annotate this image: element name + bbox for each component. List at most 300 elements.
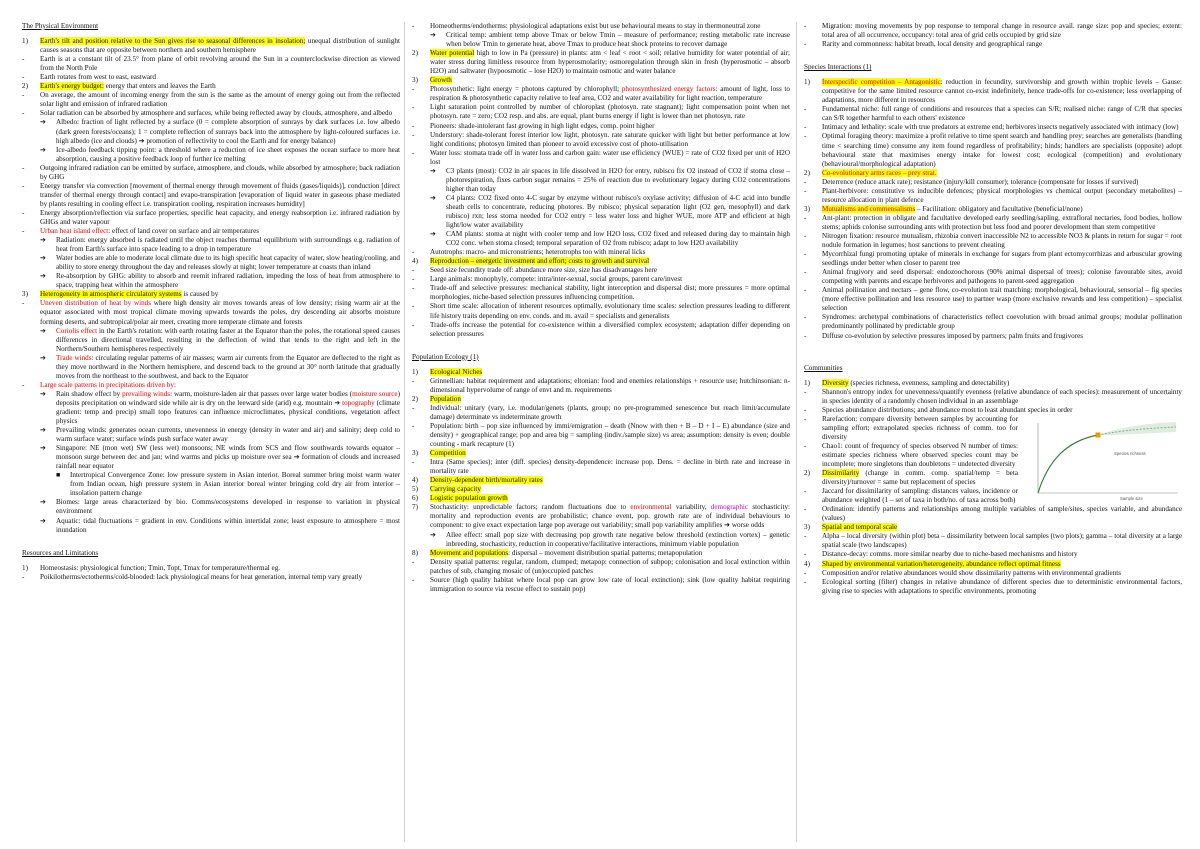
text-run: Animal frugivory and seed dispersal: endozoochorous (90% animal dispersal of trees); colonise favourable sites, avoid competing with parents and escape herbivores and pathogens to parent-seed aggregation — [822, 268, 1182, 286]
text-run: Photosynthetic: light energy = photons captured by chlorophyll; — [430, 85, 622, 94]
list-item — [412, 449, 790, 458]
list-marker: - — [804, 532, 807, 541]
text-run: Migration: moving movements by pop response to temporal change in resource avail. range size: pop and species; extent: total area of all occurrence, occupancy: total area of grid cells occupied by grid size — [822, 22, 1182, 40]
list-marker: 1) — [804, 378, 810, 387]
list-item — [412, 377, 790, 395]
colored-text: Large scale patterns in precipitations driven by: — [40, 380, 176, 389]
colored-text: Trade winds: — [56, 353, 94, 362]
sub-list-item — [22, 118, 400, 145]
text-run: Ecological sorting (filter) changes in relative abundance of different species due to deterministic environmental factors, giving rise to species with adaptations to specific environments, promoting — [822, 577, 1182, 595]
text-run: where high density air moves towards areas of low density; rising warm air at the equator associated with most tropical climate moving upwards towards the poles, dry descending air absorbs moisture forming deserts, and subtropical/polar air meet, creating more temperate climate and forests — [40, 299, 400, 326]
list-marker: - — [804, 186, 807, 195]
confidence-band — [1098, 422, 1176, 435]
list-item — [804, 132, 1182, 168]
list-item — [412, 395, 790, 404]
section-title-population-ecology: Population Ecology (1) — [412, 352, 479, 361]
text-run: : reduction in fecundity, survivorship and growth within trophic levels – Gause: competitive for the same limited resource cannot co-exist indefinitely, hence trade-offs for co-existence; less overlapping of adaptations, more different in resources — [822, 78, 1182, 105]
sub-list-item — [22, 444, 400, 471]
text-run: : warm, moisture-laden air that passes over large water bodies ( — [170, 389, 353, 398]
list-marker: 3) — [412, 76, 418, 85]
list-item-text — [56, 327, 400, 354]
list-item-text — [40, 55, 400, 73]
sub-list-item — [412, 167, 790, 194]
list-item-text — [822, 178, 1182, 187]
text-run: Allee effect: small pop size with decreasing pop growth rate negative below threshold (extinction vortex) – genetic inbreeding, stochasticity, reduction in cooperative/facilitative interactions, minimum viable population — [446, 530, 790, 548]
list-item-text — [822, 332, 1182, 341]
colored-text: moisture source — [352, 389, 398, 398]
text-run: Species abundance distributions; and abundance most to least abundant species in order — [822, 405, 1073, 414]
list-marker: - — [412, 121, 415, 130]
highlighted-text: Movement and populations — [430, 548, 509, 557]
list-marker: ➔ — [40, 516, 46, 525]
list-item-text — [40, 182, 400, 209]
list-item-text — [822, 250, 1182, 268]
list-marker: ➔ — [40, 272, 46, 281]
text-run: Diffuse co-evolution by selective pressures imposed by partners; palm fruits and frugivores — [822, 331, 1084, 340]
list-item — [22, 290, 400, 299]
list-item — [22, 299, 400, 326]
list-item — [804, 22, 1182, 40]
list-marker: - — [804, 231, 807, 240]
list-item — [22, 91, 400, 109]
list-marker: ➔ — [40, 254, 46, 263]
list-item — [804, 332, 1182, 341]
list-item — [22, 82, 400, 91]
text-run: Intertropical Convergence Zone: low pressure system in Asian interior. Boreal summer bring moist warm water from Indian ocean, high pressure system in Asian interior boreal winter bringing cold dry air from interior – insolation pattern change — [70, 471, 400, 498]
sub-list-item — [412, 31, 790, 49]
population-ecology-list — [412, 368, 790, 594]
list-marker: 3) — [804, 204, 810, 213]
text-run: stochasticity: mortality and reproduction events are probabilistic; chance event, pop. growth rate are of individual behaviours to component: to give exact expectation large pop average out variability; small pop variability amplifies ➔ worse odds — [430, 503, 790, 530]
text-run: : amount of light, loss to respiration & photosynthetic capacity relative to leaf area, CO2 and water availability for light reaction, temperature — [430, 85, 790, 103]
highlighted-text: Shaped by environmental variation/heterogeneity, abundance reflect optimal fitness — [822, 559, 1061, 568]
list-item — [22, 37, 400, 55]
list-item — [804, 78, 1182, 105]
list-item — [412, 103, 790, 121]
list-marker: - — [22, 227, 25, 236]
text-run: Biomes: large areas characterized by bio. Comms/ecosystems developed in response to variation in physical environment — [56, 498, 400, 516]
list-item-text — [430, 404, 790, 422]
list-marker: - — [804, 331, 807, 340]
list-item — [22, 164, 400, 182]
text-run: Trade-off and selective pressures: mechanical stability, light interception and dispersal dist; more pressures = more optimal morphologies, niche-based selection pressures influencing competition. — [430, 284, 790, 302]
list-item — [804, 268, 1182, 286]
section-title-resources: Resources and Limitations — [22, 548, 99, 557]
list-item-text — [822, 132, 1182, 168]
list-item — [412, 558, 790, 576]
highlighted-text: Diversity — [822, 378, 849, 387]
list-item-text — [446, 194, 790, 230]
text-run: Outgoing infrared radiation can be emitted by surface, atmosphere, and clouds, while absorbed by atmosphere; back radiation by GHG — [40, 163, 400, 181]
list-item-text — [822, 187, 1182, 205]
list-item-text — [430, 549, 790, 558]
list-item-text — [822, 286, 1182, 313]
list-item — [412, 576, 790, 594]
sub-list-item — [22, 426, 400, 444]
list-marker: ➔ — [40, 236, 46, 245]
list-marker: ➔ — [40, 118, 46, 127]
list-item — [22, 381, 400, 390]
list-item-text — [56, 354, 400, 381]
list-marker: - — [804, 132, 807, 141]
list-marker: 1) — [412, 367, 418, 376]
list-marker: - — [804, 387, 807, 396]
x-axis-label: Sample size — [1120, 495, 1143, 501]
column-2 — [412, 22, 790, 844]
list-item-text — [430, 321, 790, 339]
list-marker: - — [412, 130, 415, 139]
text-run: On average, the amount of incoming energy from the sun is the same as the amount of energy going out from the reflected solar light and emission of infrared radiation — [40, 91, 400, 109]
highlighted-text: Interspecific competition – Antagonistic — [822, 78, 941, 87]
text-run: Source (high quality habitat where local pop can grow low rate of local extinction); sink (low quality habitat requiring immigration to source via rescue effect to sustain pop) — [430, 575, 790, 593]
list-item-text — [56, 517, 400, 535]
list-marker: - — [412, 575, 415, 584]
sub-sub-list-item — [22, 471, 400, 498]
list-item — [804, 178, 1182, 187]
list-item-text — [40, 290, 400, 299]
text-run: Autotrophs: macro- and micronutrients; heterotrophs too with mineral licks — [430, 248, 646, 257]
list-marker: - — [804, 177, 807, 186]
text-run: Intra (Same species); inter (diff. species) density-dependence: increase pop. Dens. = decline in birth rate and increase in mortality rate — [430, 458, 790, 476]
list-item — [412, 149, 790, 167]
list-item-text — [822, 560, 1182, 569]
list-item — [412, 257, 790, 266]
list-marker: - — [804, 105, 807, 114]
sub-list-item — [22, 354, 400, 381]
list-marker: - — [412, 421, 415, 430]
list-marker: - — [804, 123, 807, 132]
text-run: Ice-albedo feedback tipping point: a threshold where a reduction of ice sheet exposes the ocean surface to more heat absorption, causing a positive feedback loop of further ice melting — [56, 145, 400, 163]
list-item-text — [822, 487, 1018, 505]
highlighted-text: Dissimilarity — [822, 469, 860, 478]
list-item-text — [822, 123, 1182, 132]
list-marker: 6) — [412, 494, 418, 503]
list-marker: - — [804, 568, 807, 577]
text-run: energy that enters and leaves the Earth — [103, 82, 216, 91]
text-run: Light saturation point controlled by number of chloroplast (photosyn. rate stagnant); light compensation point when net photosyn. rate = zero; CO2 resp. and abs. are equal, plant burns energy if light is lower than net photosyn. rate — [430, 103, 790, 121]
section-title-communities: Communities — [804, 363, 843, 372]
list-marker: - — [804, 550, 807, 559]
text-run: Earth rotates from west to east, eastward — [40, 73, 156, 82]
list-marker: - — [804, 487, 807, 496]
text-run: effect of land cover on surface and air temperatures — [110, 227, 260, 236]
text-run: Nitrogen fixation: resource mutualism, rhizobia convert inaccessible N2 to accessible NO3 & plants in return for sugar = root nodule formation in legumes; host sanctions to prevent cheating — [822, 231, 1182, 250]
list-item-text — [430, 494, 790, 503]
list-item — [412, 503, 790, 530]
list-marker: - — [804, 286, 807, 295]
list-marker: 1) — [804, 78, 810, 87]
list-marker: 2) — [804, 168, 810, 177]
list-marker: - — [412, 320, 415, 329]
list-item — [412, 368, 790, 377]
list-marker: - — [412, 302, 415, 311]
list-item — [804, 123, 1182, 132]
list-item-text — [822, 40, 1182, 49]
list-item — [804, 505, 1182, 523]
sub-list-item — [22, 236, 400, 254]
list-marker: - — [22, 91, 25, 100]
highlighted-text: Carrying capacity — [430, 485, 481, 494]
list-item — [22, 182, 400, 209]
list-item-text — [40, 381, 400, 390]
list-item — [804, 250, 1182, 268]
text-run: Population: birth – pop size influenced by immi/emigration – death (Nnow with then + B – D + I – E) abundance (size and density) + geographical range; pop and area big = sampling (indiv./sample size) vs area; assumption: density is even; double counting - mark recapture (1) — [430, 421, 790, 449]
list-item-text — [430, 49, 790, 76]
list-marker: - — [412, 284, 415, 293]
list-item-text — [430, 449, 790, 458]
list-marker: - — [22, 73, 25, 82]
list-item — [804, 487, 1018, 505]
list-item — [804, 232, 1182, 250]
list-marker: 5) — [412, 485, 418, 494]
list-item — [412, 549, 790, 558]
text-run: Syndromes: archetypal combinations of characteristics reflect coevolution with broad animal groups; modular pollination predominantly pollinated by predictable group — [822, 313, 1182, 331]
text-run: Homeostasis: physiological function; Tmin, Topt, Tmax for temperature/thermal eg. — [40, 563, 281, 572]
physical-environment-list — [22, 37, 400, 535]
text-run: Composition and/or relative abundances would show dissimilarity patterns with environmental gradients — [822, 568, 1122, 577]
list-item — [804, 286, 1182, 313]
list-item-text — [822, 379, 1182, 388]
list-item-text — [40, 573, 400, 582]
list-item — [412, 284, 790, 302]
list-item — [804, 187, 1182, 205]
text-run: Water bodies are able to moderate local climate due to its high specific heat capacity of water, slow heating/cooling, and ability to store energy throughout the day and releases slowly at night; lower temperature at coasts than inland — [56, 254, 400, 272]
list-item — [804, 550, 1182, 559]
list-marker: - — [22, 299, 25, 308]
text-run: C4 plants: CO2 fixed onto 4-C sugar by enzyme without rubisco's oxylase activity; diffusion of 4-C acid into bundle sheath cells to concentrate, reducing photores. By rubisco; physical separation light (O2 gen, mesophyll) and dark rubisco) rxn; less stoma needed for CO2 entry = less water loss and higher WUE, more ATP and efficient at high light/low water availability — [446, 193, 790, 230]
list-item — [804, 205, 1182, 214]
list-item-text — [822, 469, 1018, 487]
list-marker: - — [804, 213, 807, 222]
list-marker: 2) — [412, 49, 418, 58]
list-item-text — [822, 169, 1182, 178]
list-item-text — [430, 576, 790, 594]
text-run: high to low in Pa (pressure) in plants: atm < leaf < root < soil; relative humidity for water potential of air; water stress during limitless resource from hyperosmolarity; osmoregulation through skin in fresh (hyperosmotic – absorb H2O) and saltwater (hypoosmotic – lose H2O) to maintain osmotic and water balance — [430, 49, 790, 76]
text-run: Prevailing winds: generates ocean currents, unevenness in energy (density in water and air) and salinity; deep cold to warm surface water; surface winds push surface water away — [56, 426, 400, 444]
list-item — [412, 248, 790, 257]
highlighted-text: Ecological Niches — [430, 367, 483, 376]
list-item-text — [822, 268, 1182, 286]
list-item-text — [822, 78, 1182, 105]
list-marker: 2) — [412, 394, 418, 403]
list-item-text — [430, 122, 790, 131]
text-run: variability, — [671, 503, 711, 512]
list-item-text — [430, 22, 790, 31]
list-item — [804, 469, 1018, 487]
highlighted-text: Logistic population growth — [430, 494, 508, 503]
list-item — [412, 422, 790, 449]
list-marker: - — [804, 268, 807, 277]
text-run: Chao1: count of frequency of species observed N number of times: estimate species richness where observed species count may be incomplete; more singletons than doubletons = undetected diversity — [822, 441, 1018, 469]
column-3 — [804, 22, 1182, 844]
list-marker: ➔ — [40, 353, 46, 362]
list-marker: - — [804, 250, 807, 259]
text-run: Trade-offs increase the potential for co-existence within a diversified complex ecosystem; adaptation differ depending on selection pressures — [430, 320, 790, 338]
list-item-text — [430, 103, 790, 121]
sub-list-item — [412, 531, 790, 549]
list-item-text — [56, 272, 400, 290]
list-item — [804, 569, 1182, 578]
text-run: Distance-decay: comms. more similar nearby due to niche-based mechanisms and history — [822, 550, 1078, 559]
list-item — [412, 122, 790, 131]
text-run: Ordination: identify patterns and relationships among multiple variables of sample/sites, species variable, and abundance (values) — [822, 505, 1182, 523]
list-item-text — [70, 471, 400, 498]
text-run: Solar radiation can be absorbed by atmosphere and surfaces, while being reflected away by clouds, atmosphere, and albedo — [40, 109, 393, 118]
list-item-text — [40, 73, 400, 82]
list-item-text — [822, 22, 1182, 40]
list-marker: 1) — [22, 563, 28, 572]
list-item — [412, 275, 790, 284]
species-interactions-list — [804, 78, 1182, 340]
list-item-text — [40, 37, 400, 55]
text-run: Ant-plant: protection in obligate and facultative developed early seedling/sapling, extrafloral nectaries, food bodies, hollow stems; aphids colonise surrounding ants with protection but less food and poorer development than stem competitive — [822, 213, 1182, 231]
colored-text: Uneven distribution of heat by winds — [40, 299, 152, 308]
column-divider — [404, 22, 405, 842]
list-marker: ➔ — [40, 389, 46, 398]
highlighted-text: Population — [430, 394, 461, 403]
list-item-text — [446, 230, 790, 248]
list-marker: ➔ — [40, 444, 46, 453]
sub-list-item — [22, 146, 400, 164]
list-marker: 8) — [412, 548, 418, 557]
list-item — [22, 73, 400, 82]
list-item-text — [430, 257, 790, 266]
list-marker: - — [22, 208, 25, 217]
y-axis-label: Species richness — [1114, 450, 1146, 456]
list-marker: - — [412, 248, 415, 257]
text-run: Deterrence (reduce attack rate); resistance (injury/kill consumer); tolerance (compensate for losses if survived) — [822, 177, 1139, 186]
list-item — [804, 442, 1018, 469]
text-run: Shannon's entropy index for unevenness/quantify evenness (relative abundance of each species): measurement of uncertainty in species identity of a randomly chosen individual in an assemblage — [822, 387, 1182, 405]
list-marker: - — [412, 275, 415, 284]
list-item-text — [430, 395, 790, 404]
text-run: (climate gradient: temp and precip) small topo features can influence microclimates, physical conditions, vegetation affect physics — [56, 398, 400, 426]
list-item-text — [430, 131, 790, 149]
text-run: Albedo: fraction of light reflected by a surface (0 = complete absorption of sunrays by dark surfaces i.e. low albedo (dark green forests/oceans); 1 = complete reflection of sunrays back into the atmosphere by light-coloured surfaces i.e. high albedo (ice and clouds) ➔ promotion of reflectivity to cool the Earth and for energy balance) — [56, 118, 400, 145]
list-item-text — [56, 498, 400, 516]
text-run: Density spatial patterns: regular, random, clumped; metapop: connection of subpop; colonisation and local extinction within patches of sub, changing mosaic of (un)occupied patches — [430, 557, 790, 575]
text-run: Energy absorption/reflection via surface properties, specific heat capacity, and energy reabsorption i.e. infrared radiation by GHGs and water vapour — [40, 208, 400, 226]
text-run: Alpha – local diversity (within plot) beta – dissimilarity between local samples (two plots); gamma – total diversity at a large spatial scale (two landscapes) — [822, 532, 1182, 550]
list-item — [804, 169, 1182, 178]
list-item — [804, 532, 1182, 550]
list-marker: - — [804, 313, 807, 322]
colored-text: Coriolis effect — [56, 326, 98, 335]
list-marker: ➔ — [430, 31, 436, 40]
text-run: unequal distribution of sunlight causes seasons that are opposite between northern and southern hemisphere — [40, 37, 400, 55]
highlighted-text: Earth's energy budget: — [40, 82, 104, 91]
list-item-text — [822, 232, 1182, 250]
list-marker: ➔ — [40, 145, 46, 154]
text-run: Singapore: NE (mon wet) SW (less wet) monsoons; NE winds from SCS and flow southwards towards equator – monsoon surge between dec and jan; wind warms and picks up moisture over sea ➔ formation of clouds and increased rainfall near equator — [56, 444, 400, 471]
list-marker: - — [804, 414, 807, 423]
list-item — [412, 302, 790, 320]
text-run: Understory: shade-tolerant forest interior low light, photosyn. rate saturate quicker with light but better performance at low light conditions; photosyn limited than pioneer to avoid excessive cost of photo-utilisation — [430, 130, 790, 148]
text-run: Rarefaction: compare diversity between samples by accounting for sampling effort; extrapolated species richness of comm. too for diversity — [822, 414, 1018, 441]
list-item — [22, 564, 400, 573]
list-item-text — [446, 531, 790, 549]
list-marker: - — [412, 85, 415, 94]
list-marker: - — [412, 103, 415, 112]
text-run: Poikilotherms/ectotherms/cold-blooded: lack physiological means for heat generation, internal temp vary greatly — [40, 572, 363, 581]
list-item-text — [40, 109, 400, 118]
text-run: ) deposits precipitation on windward side while air is dry on the leeward side (arid) e.g. mountain ➔ — [56, 389, 400, 407]
text-run: Individual: unitary (vary, i.e. modular/genets (plants, group; no pre-programmed senescence but reach limit/accumulate damage) determinate vs indeterminate growth — [430, 403, 790, 421]
list-item-text — [822, 388, 1182, 406]
list-item — [804, 379, 1182, 388]
text-run: Pioneers: shade-intolerant fast growing in high light edges, comp. point higher — [430, 121, 655, 130]
list-item-text — [446, 167, 790, 194]
list-marker: 2) — [804, 469, 810, 478]
list-marker: - — [22, 572, 25, 581]
list-item — [804, 406, 1182, 415]
list-item-text — [430, 284, 790, 302]
list-item-text — [822, 523, 1182, 532]
list-item — [412, 49, 790, 76]
list-marker: 1) — [22, 37, 28, 46]
list-marker: ➔ — [430, 193, 436, 202]
list-marker: 3) — [22, 290, 28, 299]
list-item — [804, 578, 1182, 596]
list-item — [412, 321, 790, 339]
text-run: – Facilitation: obligatory and facultative (beneficial/none) — [915, 204, 1083, 213]
list-item-text — [822, 550, 1182, 559]
text-run: Stochasticity: unpredictable factors; random fluctuations due to — [430, 503, 631, 512]
communities-list — [804, 379, 1182, 596]
text-run: Grinnellian: habitat requirement and adaptations; eltonian: food and enemies relationships + resource use; hutchinsonian: n-dimensional hypervolume of range of envt and m. requirements — [430, 376, 790, 394]
list-item-text — [430, 149, 790, 167]
list-item-text — [822, 578, 1182, 596]
list-item-text — [56, 390, 400, 426]
sub-list-item — [22, 390, 400, 426]
list-item-text — [40, 82, 400, 91]
list-item-text — [56, 118, 400, 145]
highlighted-text: Heterogeneity in atmospheric circulatory systems — [40, 290, 182, 299]
list-item-text — [822, 532, 1182, 550]
list-item — [22, 227, 400, 236]
sub-list-item — [412, 230, 790, 248]
list-marker: - — [22, 380, 25, 389]
list-item-text — [40, 227, 400, 236]
population-continued-list — [804, 22, 1182, 49]
highlighted-text: Competition — [430, 449, 466, 458]
list-marker: ➔ — [40, 498, 46, 507]
list-item-text — [56, 236, 400, 254]
list-marker: - — [22, 109, 25, 118]
list-item — [804, 415, 1018, 442]
text-run: is caused by — [181, 290, 219, 299]
text-run: (species richness, evenness, sampling and detectability) — [848, 378, 1010, 387]
list-marker: - — [804, 505, 807, 514]
highlighted-text: Spatial and temporal scale — [822, 523, 898, 532]
sub-list-item — [412, 194, 790, 230]
section-title-species-interactions: Species Interactions (1) — [804, 63, 872, 72]
list-marker: 4) — [412, 257, 418, 266]
list-item — [412, 404, 790, 422]
list-item-text — [40, 299, 400, 326]
list-item-text — [822, 313, 1182, 331]
list-item — [804, 313, 1182, 331]
list-marker: - — [804, 577, 807, 586]
colored-text: demographic — [710, 503, 749, 512]
list-marker: - — [22, 163, 25, 172]
text-run: Earth is at a constant tilt of 23.5° from plane of orbit revolving around the Sun in a counterclockwise direction as viewed from the North Pole — [40, 55, 400, 73]
text-run: Rain shadow effect by — [56, 389, 123, 398]
list-item — [412, 22, 790, 31]
rarefaction-curve-figure — [1024, 417, 1182, 503]
list-item — [22, 573, 400, 582]
list-item-text — [430, 275, 790, 284]
